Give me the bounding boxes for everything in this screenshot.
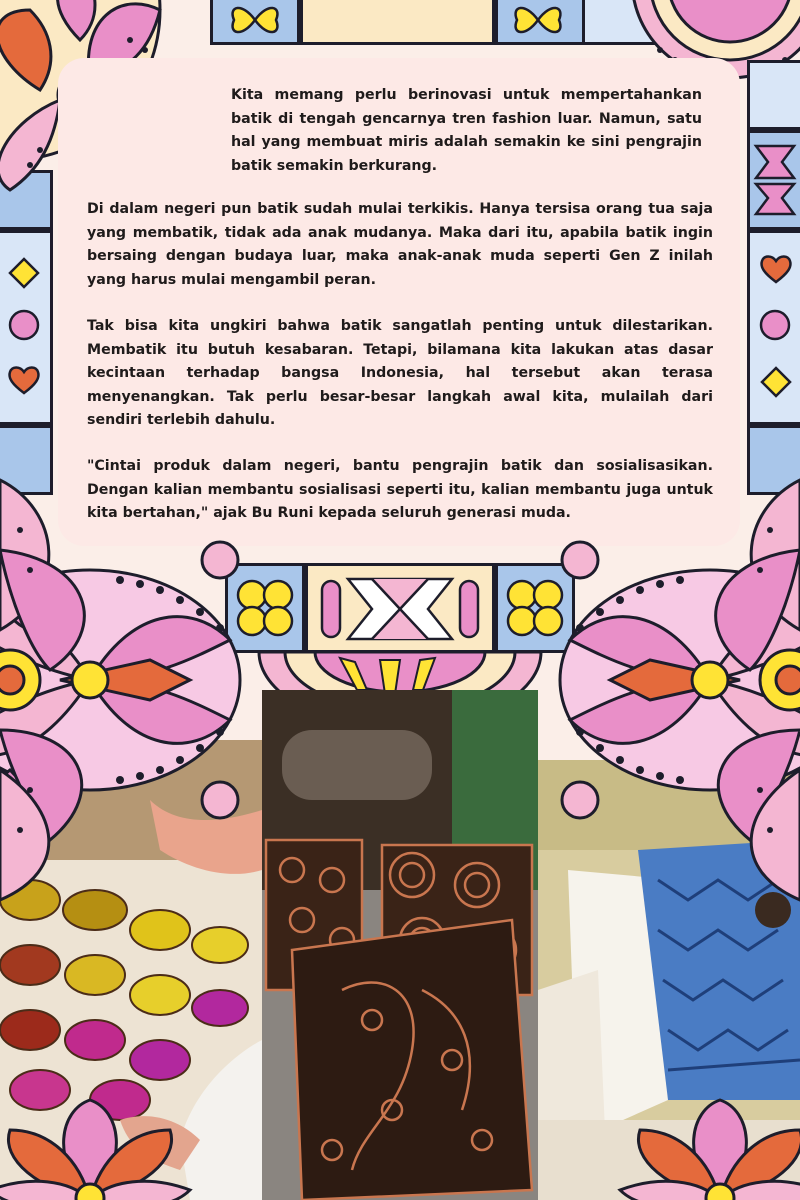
top-frame-tile bbox=[300, 0, 495, 45]
pink-bowtie-icon bbox=[752, 140, 798, 220]
yellow-clover-icon bbox=[505, 0, 571, 40]
pink-bowtie-icon bbox=[318, 573, 482, 645]
article-paragraph: Kita memang perlu berinovasi untuk mempertahankan batik di tengah gencarnya tren fashion luar. Namun, satu hal yang membuat miris adalah semakin ke sini pengrajin batik semakin berkurang. bbox=[231, 87, 702, 174]
bottom-right-flower-ornament bbox=[620, 1080, 800, 1200]
heart-icon bbox=[758, 253, 794, 285]
heart-icon bbox=[6, 364, 42, 396]
yellow-diamond-icon bbox=[8, 257, 40, 289]
article-paragraph: "Cintai produk dalam negeri, bantu pengrajin batik dan sosialisasikan. Dengan kalian membantu sosialisasi seperti itu, kalian membantu juga untuk kita bertahan," ajak Bu Runi kepada seluruh generasi muda. bbox=[87, 458, 713, 521]
right-edge-flower-ornament bbox=[670, 470, 800, 910]
left-edge-flower-ornament bbox=[0, 470, 130, 910]
bottom-left-flower-ornament bbox=[0, 1080, 190, 1200]
article-paragraph: Tak bisa kita ungkiri bahwa batik sangatlah penting untuk dilestarikan. Membatik itu butuh kesabaran. Tetapi, bilamana kita lakukan atas dasar kecintaan terhadap bangsa Indonesia, hal tersebut akan terasa menyenangkan. Tak perlu besar-besar langkah awal kita, mulailah dari sendiri terlebih dahulu. bbox=[87, 318, 713, 428]
article-paragraph: Di dalam negeri pun batik sudah mulai terkikis. Hanya tersisa orang tua saja yang membatik, tidak ada anak mudanya. Maka dari itu, apabila batik ingin bersaing dengan budaya luar, maka anak-anak muda seperti Gen Z inilah yang harus mulai mengambil peran. bbox=[87, 201, 713, 288]
copper-stamp-photo bbox=[262, 690, 538, 1200]
pink-circle-icon bbox=[758, 308, 792, 342]
yellow-diamond-icon bbox=[760, 366, 792, 398]
right-frame-tile bbox=[747, 60, 800, 130]
pink-circle-icon bbox=[7, 308, 41, 342]
copper-stamp-image bbox=[262, 690, 538, 1200]
